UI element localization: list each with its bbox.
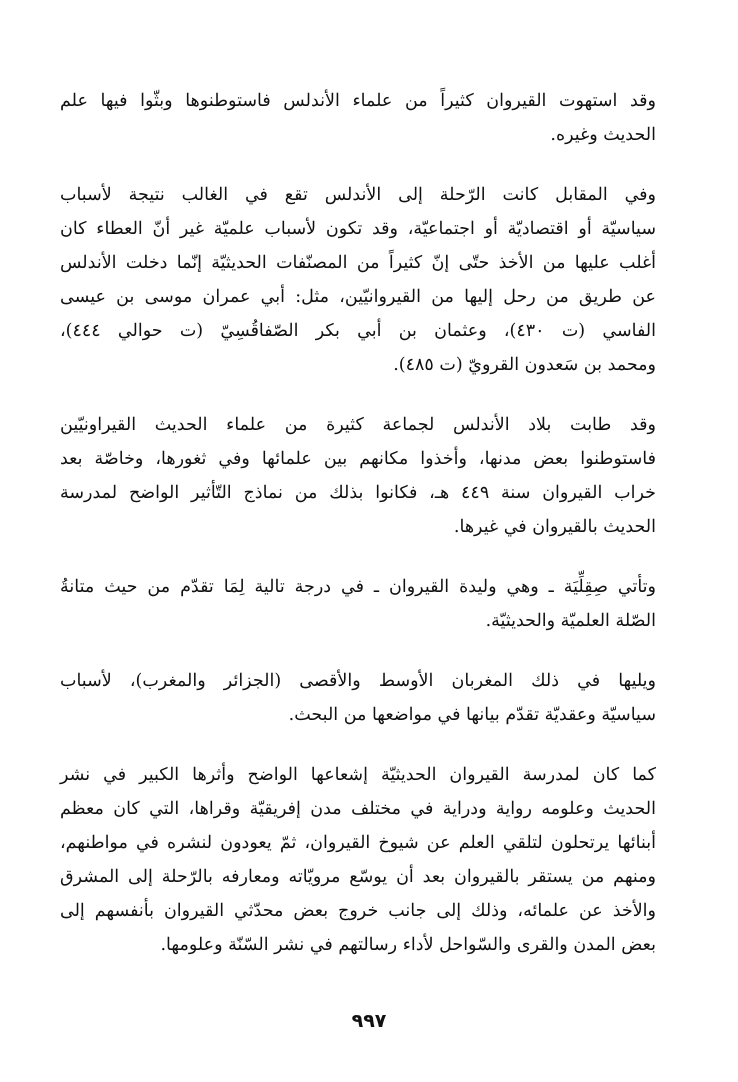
text-line: سياسيّة وعقديّة تقدّم بيانها في مواضعها من البحث. [288, 705, 656, 725]
text-line: الحديث بالقيروان في غيرها. [453, 517, 656, 537]
text-line: أبنائها يرتحلون لتلقي العلم عن شيوخ القيروان، ثمّ يعودون لنشره في مواطنهم، [60, 833, 656, 853]
text-line: وفي المقابل كانت الرّحلة إلى الأندلس تقع في الغالب نتيجة لأسباب [60, 185, 656, 205]
text-line: كما كان لمدرسة القيروان الحديثيّة إشعاعها الواضح وأثرها الكبير في نشر [60, 765, 656, 785]
text-line: وقد استهوت القيروان كثيراً من علماء الأندلس فاستوطنوها وبثّوا فيها علم [60, 91, 656, 111]
text-line: ومحمد بن سَعدون القرويّ (ت ٤٨٥). [393, 355, 656, 375]
text-line: وقد طابت بلاد الأندلس لجماعة كثيرة من علماء الحديث القيراونيّين [60, 415, 656, 435]
text-line: سياسيّة أو اقتصاديّة أو اجتماعيّة، وقد تكون لأسباب علميّة غير أنّ العطاء كان [60, 219, 656, 239]
page-number: ٩٩٧ [351, 1010, 387, 1032]
paragraph [60, 84, 678, 152]
text-line: الحديث وغيره. [550, 125, 656, 145]
text-line: خراب القيروان سنة ٤٤٩ هـ، فكانوا بذلك من نماذج التّأثير الواضح لمدرسة [60, 483, 656, 503]
paragraph [60, 178, 678, 382]
text-line: ويليها في ذلك المغربان الأوسط والأقصى (الجزائر والمغرب)، لأسباب [60, 671, 656, 691]
text-line: فاستوطنوا بعض مدنها، وأخذوا مكانهم بين علمائها وفي ثغورها، وخاصّة بعد [60, 449, 656, 469]
text-line: وتأتي صِقِلِّيَة ـ وهي وليدة القيروان ـ في درجة تالية لِمَا تقدّم من حيث متانةُ [60, 577, 656, 597]
text-line: عن طريق من رحل إليها من القيروانيّين، مثل: أبي عمران موسى بن عيسى [60, 287, 656, 307]
paragraph [60, 758, 678, 962]
paragraph [60, 408, 678, 544]
text-line: الفاسي (ت ٤٣٠)، وعثمان بن أبي بكر الصّفاقُسِيّ (ت حوالي ٤٤٤)، [60, 321, 656, 341]
paragraph [60, 664, 678, 732]
text-line: بعض المدن والقرى والسّواحل لأداء رسالتهم في نشر السّنّة وعلومها. [160, 935, 656, 955]
paragraph [60, 570, 678, 638]
text-line: الحديث وعلومه رواية ودراية في مختلف مدن إفريقيّة وقراها، التي كان معظم [60, 799, 656, 819]
text-line: ومنهم من يستقر بالقيروان بعد أن يوسّع مرويّاته ومعارفه بالرّحلة إلى المشرق [60, 867, 656, 887]
text-line: أغلب عليها من الأخذ حتّى إنّ كثيراً من المصنّفات الحديثيّة إنّما دخلت الأندلس [60, 253, 656, 273]
text-line: الصّلة العلميّة والحديثيّة. [485, 611, 656, 631]
page-body [60, 84, 678, 988]
text-line: والأخذ عن علمائه، وذلك إلى جانب خروج بعض محدّثي القيروان بأنفسهم إلى [60, 901, 656, 921]
